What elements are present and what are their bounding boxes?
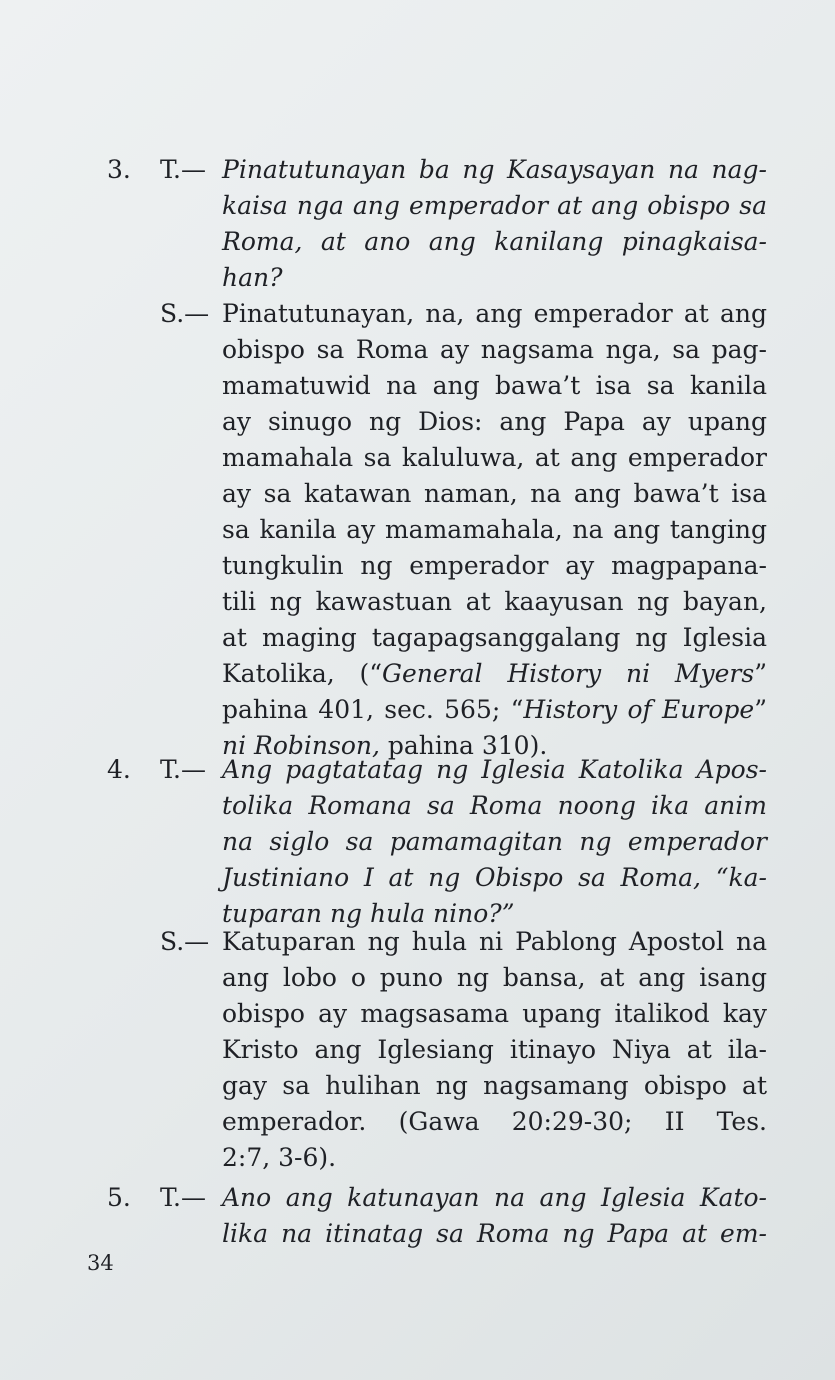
citation-title: History of Europe [523, 695, 755, 724]
question-line: Ano ang katunayan na ang Iglesia Kato- [222, 1183, 767, 1212]
answer-text [222, 296, 767, 764]
question-text [222, 1180, 767, 1252]
answer-line: 2:7, 3-6). [222, 1143, 337, 1172]
answer-citation-line [222, 692, 767, 728]
answer-line: gay sa hulihan ng nagsamang obispo at [222, 1071, 767, 1100]
citation-text: ” [754, 695, 767, 724]
question-line: na siglo sa pamamagitan ng emperador [222, 827, 767, 856]
question-line: tuparan ng hula nino?” [222, 899, 515, 928]
question-text [222, 152, 767, 296]
question-tag: T.— [160, 755, 206, 784]
question-tag: T.— [160, 1183, 206, 1212]
question-line: lika na itinatag sa Roma ng Papa at em- [222, 1219, 767, 1248]
item-number: 3. [107, 155, 131, 184]
item-number: 5. [107, 1183, 131, 1212]
page-number: 34 [87, 1251, 114, 1275]
citation-text: Katolika, (“ [222, 659, 383, 688]
question-line: tolika Romana sa Roma noong ika anim [222, 791, 767, 820]
answer-line: at maging tagapagsanggalang ng Iglesia [222, 623, 767, 652]
citation-title: General History ni Myers [382, 659, 755, 688]
answer-line: tungkulin ng emperador ay magpapana- [222, 551, 767, 580]
answer-line: Katuparan ng hula ni Pablong Apostol na [222, 927, 767, 956]
question-line: Roma, at ano ang kanilang pinagkaisa- [222, 227, 767, 256]
question-line: Justiniano I at ng Obispo sa Roma, “ka- [222, 863, 767, 892]
answer-line: mamatuwid na ang bawa’t isa sa kanila [222, 371, 767, 400]
answer-line: obispo sa Roma ay nagsama nga, sa pag- [222, 335, 767, 364]
citation-text: pahina 401, sec. 565; “ [222, 695, 524, 724]
question-line: han? [222, 263, 283, 292]
answer-line: ay sinugo ng Dios: ang Papa ay upang [222, 407, 767, 436]
answer-line: emperador. (Gawa 20:29-30; II Tes. [222, 1107, 767, 1136]
answer-line: Kristo ang Iglesiang itinayo Niya at ila- [222, 1035, 767, 1064]
answer-text [222, 924, 767, 1176]
answer-line: Pinatutunayan, na, ang emperador at ang [222, 299, 767, 328]
question-tag: T.— [160, 155, 206, 184]
answer-citation-line [222, 656, 767, 692]
citation-author: ni Robinson, [222, 731, 380, 760]
question-line: Ang pagtatatag ng Iglesia Katolika Apos- [222, 755, 767, 784]
question-line: Pinatutunayan ba ng Kasaysayan na nag- [222, 155, 767, 184]
citation-text: pahina 310). [379, 731, 548, 760]
answer-line: mamahala sa kaluluwa, at ang emperador [222, 443, 767, 472]
answer-line: ay sa katawan naman, na ang bawa’t isa [222, 479, 767, 508]
answer-line: ang lobo o puno ng bansa, at ang isang [222, 963, 767, 992]
answer-line: obispo ay magsasama upang italikod kay [222, 999, 767, 1028]
item-number: 4. [107, 755, 131, 784]
answer-tag: S.— [160, 299, 210, 328]
answer-line: tili ng kawastuan at kaayusan ng bayan, [222, 587, 767, 616]
question-text [222, 752, 767, 932]
answer-tag: S.— [160, 927, 210, 956]
answer-line: sa kanila ay mamamahala, na ang tanging [222, 515, 767, 544]
question-line: kaisa nga ang emperador at ang obispo sa [222, 191, 767, 220]
citation-text: ” [754, 659, 767, 688]
